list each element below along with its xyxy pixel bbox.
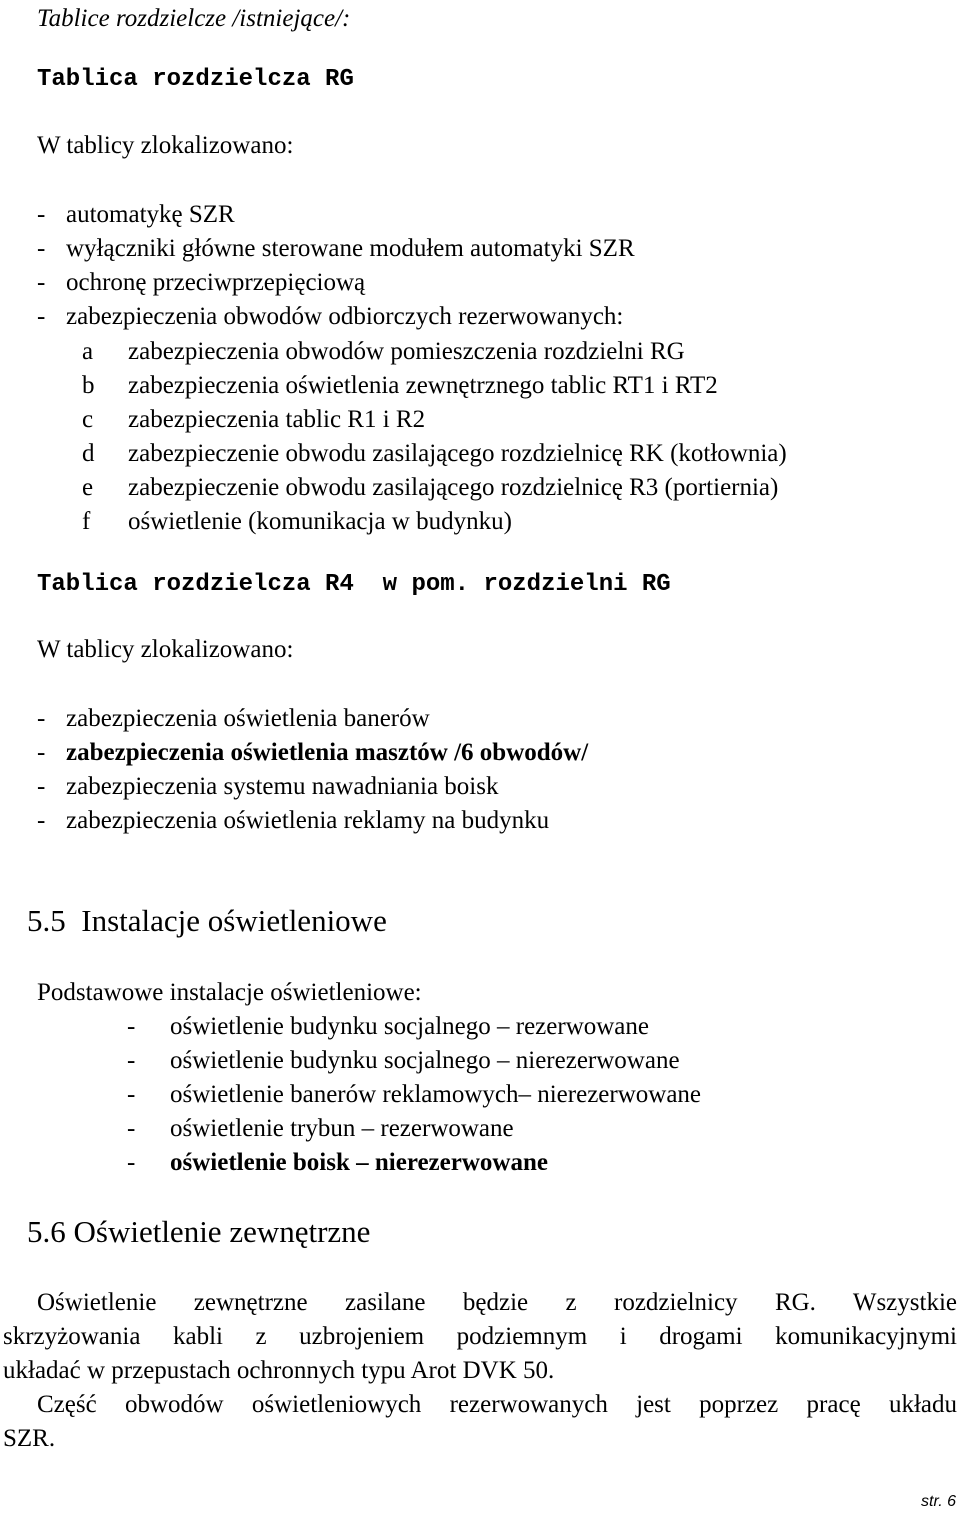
sublist-marker: a bbox=[82, 338, 94, 365]
sublist-item: zabezpieczenie obwodu zasilającego rozdzielnicę R3 (portiernia) bbox=[128, 474, 779, 501]
list-bullet: - bbox=[37, 807, 46, 834]
section-5-5-heading: 5.5 Instalacje oświetleniowe bbox=[27, 903, 387, 938]
list-item: oświetlenie banerów reklamowych– nierezerwowane bbox=[170, 1081, 702, 1108]
list-bullet: - bbox=[127, 1013, 136, 1040]
panel-r4-title: Tablica rozdzielcza R4 w pom. rozdzielni RG bbox=[37, 571, 671, 598]
paragraph-line: układać w przepustach ochronnych typu Arot DVK 50. bbox=[3, 1357, 555, 1384]
list-item: zabezpieczenia oświetlenia banerów bbox=[66, 705, 430, 732]
paragraph-line: SZR. bbox=[3, 1425, 56, 1452]
list-bullet: - bbox=[127, 1149, 136, 1176]
list-item: zabezpieczenia obwodów odbiorczych rezerwowanych: bbox=[66, 303, 624, 330]
sublist-marker: d bbox=[82, 440, 95, 467]
list-bullet: - bbox=[37, 739, 46, 766]
list-item: oświetlenie trybun – rezerwowane bbox=[170, 1115, 514, 1142]
sublist-item: zabezpieczenia obwodów pomieszczenia rozdzielni RG bbox=[128, 338, 685, 365]
list-item: zabezpieczenia systemu nawadniania boisk bbox=[66, 773, 499, 800]
list-bullet: - bbox=[37, 705, 46, 732]
panel-rg-title: Tablica rozdzielcza RG bbox=[37, 66, 354, 93]
list-bullet: - bbox=[127, 1115, 136, 1142]
sublist-marker: e bbox=[82, 474, 94, 501]
list-item: oświetlenie budynku socjalnego – rezerwowane bbox=[170, 1013, 650, 1040]
panel-rg-intro: W tablicy zlokalizowano: bbox=[37, 132, 294, 159]
section-heading-existing-panels: Tablice rozdzielcze /istniejące/: bbox=[37, 5, 351, 32]
list-item: oświetlenie budynku socjalnego – nierezerwowane bbox=[170, 1047, 680, 1074]
paragraph-line: Część obwodów oświetleniowych rezerwowanych jest poprzez pracę układu bbox=[37, 1391, 957, 1418]
sublist-item: zabezpieczenia oświetlenia zewnętrznego tablic RT1 i RT2 bbox=[128, 372, 718, 399]
list-bullet: - bbox=[37, 269, 46, 296]
list-bullet: - bbox=[37, 773, 46, 800]
list-item: automatykę SZR bbox=[66, 201, 235, 228]
paragraph-line: Oświetlenie zewnętrzne zasilane będzie z rozdzielnicy RG. Wszystkie bbox=[37, 1289, 957, 1316]
sublist-marker: c bbox=[82, 406, 94, 433]
list-item: zabezpieczenia oświetlenia masztów /6 obwodów/ bbox=[66, 739, 589, 766]
list-bullet: - bbox=[37, 201, 46, 228]
list-bullet: - bbox=[37, 235, 46, 262]
list-item: oświetlenie boisk – nierezerwowane bbox=[170, 1149, 548, 1176]
sublist-item: oświetlenie (komunikacja w budynku) bbox=[128, 508, 512, 535]
sublist-item: zabezpieczenia tablic R1 i R2 bbox=[128, 406, 426, 433]
paragraph-line: skrzyżowania kabli z uzbrojeniem podziemnym i drogami komunikacyjnymi bbox=[3, 1323, 957, 1350]
list-item: wyłączniki główne sterowane modułem automatyki SZR bbox=[66, 235, 635, 262]
section-5-5-intro: Podstawowe instalacje oświetleniowe: bbox=[37, 979, 422, 1006]
list-bullet: - bbox=[127, 1081, 136, 1108]
sublist-item: zabezpieczenie obwodu zasilającego rozdzielnicę RK (kotłownia) bbox=[128, 440, 787, 467]
list-bullet: - bbox=[127, 1047, 136, 1074]
list-bullet: - bbox=[37, 303, 46, 330]
list-item: ochronę przeciwprzepięciową bbox=[66, 269, 366, 296]
sublist-marker: f bbox=[82, 508, 91, 535]
section-5-6-heading: 5.6 Oświetlenie zewnętrzne bbox=[27, 1214, 371, 1249]
panel-r4-intro: W tablicy zlokalizowano: bbox=[37, 636, 294, 663]
sublist-marker: b bbox=[82, 372, 95, 399]
list-item: zabezpieczenia oświetlenia reklamy na budynku bbox=[66, 807, 550, 834]
page-number: str. 6 bbox=[921, 1493, 956, 1510]
